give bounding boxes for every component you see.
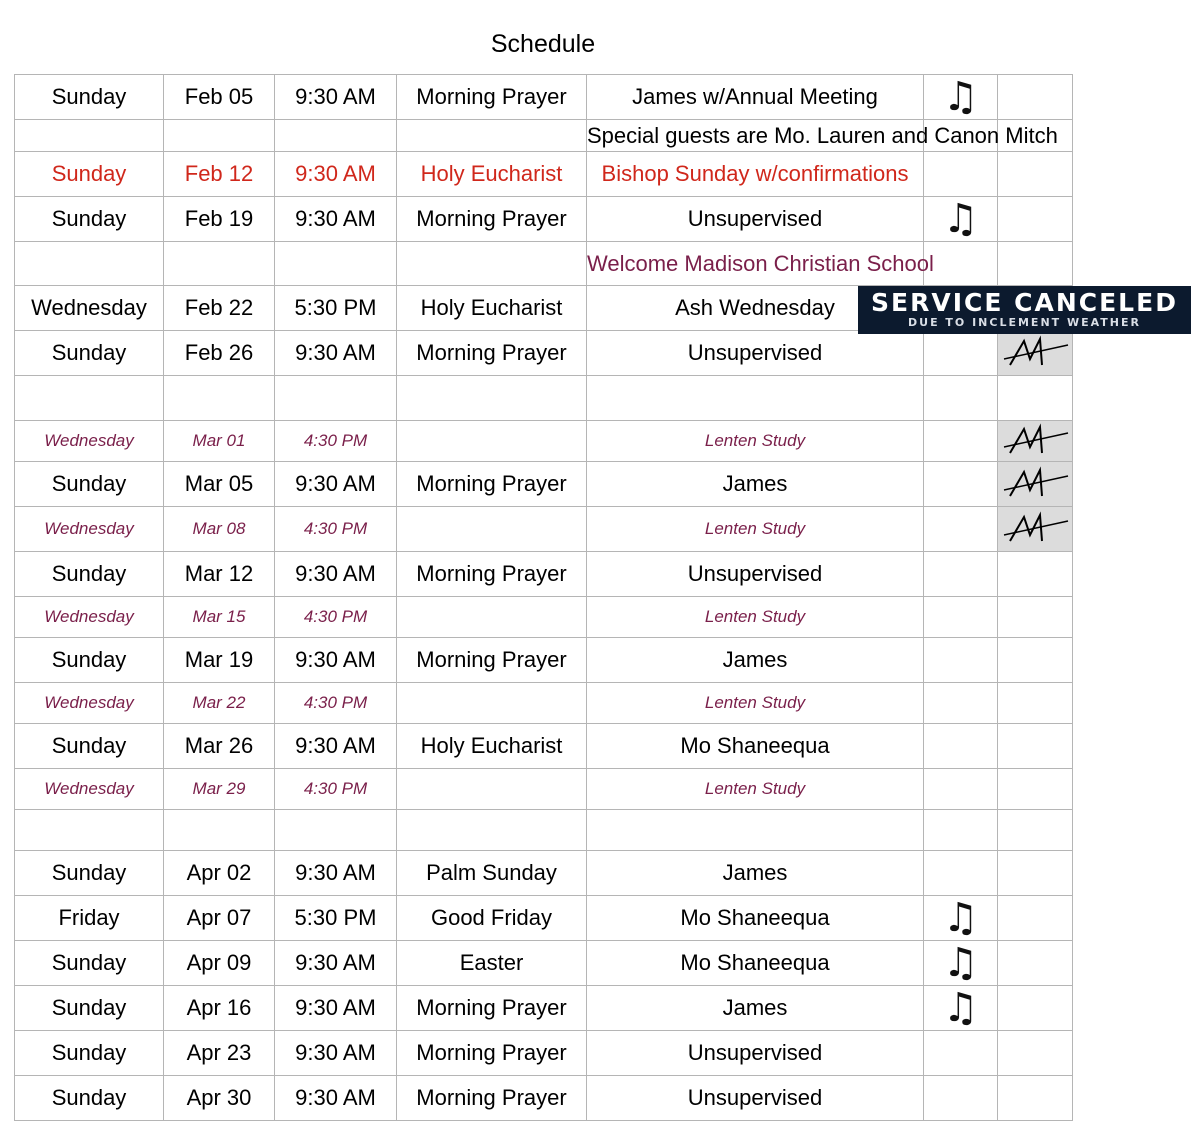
table-row <box>15 197 1073 242</box>
leader-cell: Lenten Study <box>587 421 924 462</box>
day-cell: Sunday <box>15 152 164 197</box>
time-cell: 9:30 AM <box>275 75 397 120</box>
leader-cell: James <box>587 638 924 683</box>
time-cell: 4:30 PM <box>275 769 397 810</box>
service-cell: Morning Prayer <box>397 331 587 376</box>
banner-title: SERVICE CANCELED <box>871 288 1178 317</box>
initials-cell <box>998 152 1073 197</box>
table-row <box>15 75 1073 120</box>
service-cell: Morning Prayer <box>397 197 587 242</box>
table-row <box>15 507 1073 552</box>
initials-cell <box>998 331 1073 376</box>
day-cell: Sunday <box>15 462 164 507</box>
music-cell <box>924 638 998 683</box>
time-cell: 4:30 PM <box>275 507 397 552</box>
table-row <box>15 769 1073 810</box>
leader-cell: Unsupervised <box>587 1031 924 1076</box>
service-cell <box>397 769 587 810</box>
date-cell: Mar 26 <box>164 724 275 769</box>
date-cell: Feb 19 <box>164 197 275 242</box>
initials-cell <box>998 552 1073 597</box>
table-row <box>15 683 1073 724</box>
initials-cell <box>998 638 1073 683</box>
day-cell: Wednesday <box>15 683 164 724</box>
service-cell: Easter <box>397 941 587 986</box>
service-cell: Holy Eucharist <box>397 286 587 331</box>
music-cell <box>924 597 998 638</box>
m-signature-icon <box>1000 466 1070 502</box>
table-row <box>15 152 1073 197</box>
time-cell: 9:30 AM <box>275 724 397 769</box>
table-row <box>15 120 1073 152</box>
leader-cell: Mo Shaneequa <box>587 724 924 769</box>
music-note-icon: ♫ <box>942 985 979 1031</box>
date-cell: Mar 15 <box>164 597 275 638</box>
date-cell: Mar 08 <box>164 507 275 552</box>
initials-cell <box>998 197 1073 242</box>
music-cell <box>924 896 998 941</box>
date-cell: Mar 19 <box>164 638 275 683</box>
music-cell <box>924 683 998 724</box>
day-cell: Friday <box>15 896 164 941</box>
service-cell <box>397 597 587 638</box>
music-cell <box>924 197 998 242</box>
service-cell: Morning Prayer <box>397 552 587 597</box>
music-note-icon: ♫ <box>942 74 979 120</box>
day-cell: Wednesday <box>15 507 164 552</box>
day-cell: Sunday <box>15 552 164 597</box>
leader-cell: Unsupervised <box>587 1076 924 1121</box>
table-row <box>15 1076 1073 1121</box>
music-cell <box>924 421 998 462</box>
service-cell <box>397 507 587 552</box>
time-cell: 5:30 PM <box>275 896 397 941</box>
date-cell: Apr 07 <box>164 896 275 941</box>
time-cell: 5:30 PM <box>275 286 397 331</box>
table-row <box>15 331 1073 376</box>
day-cell: Sunday <box>15 724 164 769</box>
time-cell: 9:30 AM <box>275 331 397 376</box>
day-cell: Sunday <box>15 851 164 896</box>
time-cell: 9:30 AM <box>275 851 397 896</box>
service-cell: Morning Prayer <box>397 986 587 1031</box>
date-cell: Mar 01 <box>164 421 275 462</box>
leader-cell: Unsupervised <box>587 331 924 376</box>
initials-cell <box>998 462 1073 507</box>
table-row <box>15 1031 1073 1076</box>
initials-cell <box>998 507 1073 552</box>
service-cell <box>397 683 587 724</box>
service-cell: Morning Prayer <box>397 1031 587 1076</box>
leader-cell: Lenten Study <box>587 597 924 638</box>
m-signature-icon <box>1000 511 1070 547</box>
banner-subtitle: DUE TO INCLEMENT WEATHER <box>908 316 1141 329</box>
music-note-icon: ♫ <box>942 196 979 242</box>
leader-cell: Lenten Study <box>587 507 924 552</box>
initials-cell <box>998 941 1073 986</box>
day-cell: Sunday <box>15 941 164 986</box>
leader-cell: Lenten Study <box>587 769 924 810</box>
date-cell: Mar 22 <box>164 683 275 724</box>
music-cell <box>924 941 998 986</box>
initials-cell <box>998 421 1073 462</box>
table-row <box>15 810 1073 851</box>
leader-cell: Unsupervised <box>587 552 924 597</box>
day-cell: Sunday <box>15 986 164 1031</box>
music-cell <box>924 986 998 1031</box>
date-cell: Feb 22 <box>164 286 275 331</box>
service-canceled-banner <box>858 286 1191 334</box>
m-signature-icon <box>1000 423 1070 459</box>
day-cell: Wednesday <box>15 421 164 462</box>
initials-cell <box>998 1076 1073 1121</box>
music-cell <box>924 152 998 197</box>
table-row <box>15 421 1073 462</box>
day-cell: Sunday <box>15 638 164 683</box>
leader-cell: James <box>587 462 924 507</box>
music-cell <box>924 851 998 896</box>
service-cell: Good Friday <box>397 896 587 941</box>
initials-cell <box>998 769 1073 810</box>
service-cell: Morning Prayer <box>397 1076 587 1121</box>
service-cell: Palm Sunday <box>397 851 587 896</box>
schedule-table <box>14 74 1073 1121</box>
page-title: Schedule <box>490 30 596 58</box>
initials-cell <box>998 75 1073 120</box>
time-cell: 9:30 AM <box>275 1031 397 1076</box>
day-cell: Sunday <box>15 331 164 376</box>
time-cell: 9:30 AM <box>275 986 397 1031</box>
date-cell: Feb 26 <box>164 331 275 376</box>
music-cell <box>924 1076 998 1121</box>
table-row <box>15 986 1073 1031</box>
time-cell: 9:30 AM <box>275 1076 397 1121</box>
date-cell: Mar 05 <box>164 462 275 507</box>
leader-cell: Ash Wednesday <box>587 286 924 331</box>
table-row <box>15 462 1073 507</box>
leader-cell: James <box>587 851 924 896</box>
music-note-icon: ♫ <box>942 895 979 941</box>
leader-cell: James w/Annual Meeting <box>587 75 924 120</box>
table-row <box>15 376 1073 421</box>
time-cell: 9:30 AM <box>275 638 397 683</box>
table-row <box>15 851 1073 896</box>
leader-cell: Lenten Study <box>587 683 924 724</box>
initials-cell <box>998 683 1073 724</box>
music-cell <box>924 331 998 376</box>
m-signature-icon <box>1000 335 1070 371</box>
music-cell <box>924 1031 998 1076</box>
date-cell: Apr 30 <box>164 1076 275 1121</box>
music-cell <box>924 462 998 507</box>
initials-cell <box>998 1031 1073 1076</box>
leader-cell: James <box>587 986 924 1031</box>
initials-cell <box>998 986 1073 1031</box>
table-row <box>15 638 1073 683</box>
day-cell: Wednesday <box>15 286 164 331</box>
music-cell <box>924 75 998 120</box>
time-cell: 4:30 PM <box>275 683 397 724</box>
time-cell: 9:30 AM <box>275 462 397 507</box>
table-row <box>15 597 1073 638</box>
music-cell <box>924 552 998 597</box>
date-cell: Apr 09 <box>164 941 275 986</box>
table-row <box>15 896 1073 941</box>
table-row <box>15 552 1073 597</box>
service-cell: Morning Prayer <box>397 75 587 120</box>
date-cell: Mar 29 <box>164 769 275 810</box>
date-cell: Feb 12 <box>164 152 275 197</box>
day-cell: Sunday <box>15 75 164 120</box>
leader-cell: Mo Shaneequa <box>587 896 924 941</box>
time-cell: 9:30 AM <box>275 197 397 242</box>
service-cell: Holy Eucharist <box>397 152 587 197</box>
service-cell: Morning Prayer <box>397 462 587 507</box>
music-cell <box>924 507 998 552</box>
initials-cell <box>998 896 1073 941</box>
table-row <box>15 242 1073 286</box>
time-cell: 4:30 PM <box>275 597 397 638</box>
leader-cell: Unsupervised <box>587 197 924 242</box>
time-cell: 9:30 AM <box>275 552 397 597</box>
time-cell: 9:30 AM <box>275 152 397 197</box>
date-cell: Apr 02 <box>164 851 275 896</box>
time-cell: 4:30 PM <box>275 421 397 462</box>
table-row <box>15 724 1073 769</box>
day-cell: Wednesday <box>15 769 164 810</box>
day-cell: Sunday <box>15 1031 164 1076</box>
time-cell: 9:30 AM <box>275 941 397 986</box>
leader-cell: Mo Shaneequa <box>587 941 924 986</box>
initials-cell <box>998 851 1073 896</box>
music-cell <box>924 724 998 769</box>
initials-cell <box>998 724 1073 769</box>
date-cell: Apr 23 <box>164 1031 275 1076</box>
day-cell: Sunday <box>15 197 164 242</box>
leader-cell: Bishop Sunday w/confirmations <box>587 152 924 197</box>
table-row <box>15 941 1073 986</box>
day-cell: Wednesday <box>15 597 164 638</box>
service-cell: Holy Eucharist <box>397 724 587 769</box>
date-cell: Apr 16 <box>164 986 275 1031</box>
note-cell: Special guests are Mo. Lauren and Canon Mitch <box>587 120 924 152</box>
music-note-icon: ♫ <box>942 940 979 986</box>
date-cell: Mar 12 <box>164 552 275 597</box>
date-cell: Feb 05 <box>164 75 275 120</box>
service-cell: Morning Prayer <box>397 638 587 683</box>
music-cell <box>924 769 998 810</box>
service-cell <box>397 421 587 462</box>
initials-cell <box>998 597 1073 638</box>
day-cell: Sunday <box>15 1076 164 1121</box>
note-cell: Welcome Madison Christian School <box>587 242 924 286</box>
